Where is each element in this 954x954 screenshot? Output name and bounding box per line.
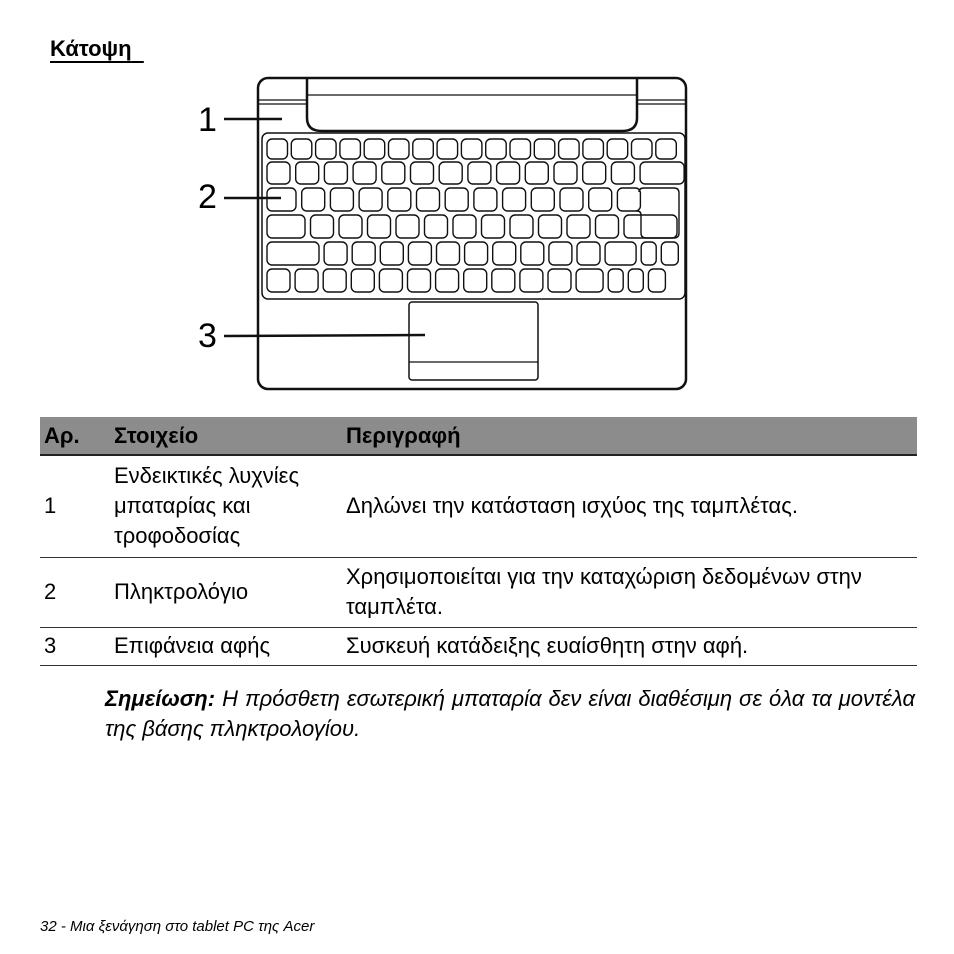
- table-row: [40, 455, 917, 557]
- keyboard-key: [267, 242, 319, 265]
- keyboard-key: [525, 162, 548, 184]
- keyboard-key: [411, 162, 434, 184]
- keyboard-key: [330, 188, 353, 211]
- keyboard-key: [340, 139, 361, 159]
- keyboard-key: [560, 188, 583, 211]
- keyboard-key: [353, 162, 376, 184]
- keyboard-key: [445, 188, 468, 211]
- callout-1: 1: [198, 101, 217, 139]
- keyboard-key: [583, 162, 606, 184]
- note-text: Η πρόσθετη εσωτερική μπαταρία δεν είναι διαθέσιμη σε όλα τα μοντέλα της βάσης πληκτρολογίου.: [105, 686, 915, 741]
- row-item: Ενδεικτικές λυχνίες μπαταρίας και τροφοδοσίας: [110, 455, 342, 557]
- keyboard-key: [302, 188, 325, 211]
- keyboard-key: [559, 139, 580, 159]
- keyboard-key: [359, 188, 382, 211]
- keyboard-key: [464, 269, 487, 292]
- callout-2: 2: [198, 178, 217, 216]
- keyboard-key: [628, 269, 643, 292]
- keyboard-key: [389, 139, 410, 159]
- row-item: Πληκτρολόγιο: [110, 557, 342, 627]
- table-row: [40, 557, 917, 627]
- keyboard-key: [656, 139, 677, 159]
- keyboard-key: [632, 139, 653, 159]
- keyboard-key: [607, 139, 628, 159]
- keyboard-key: [311, 215, 334, 238]
- row-number: 3: [40, 627, 110, 665]
- keyboard-key: [640, 162, 684, 184]
- keyboard-key: [608, 269, 623, 292]
- keyboard-key: [396, 215, 419, 238]
- keyboard-key: [461, 139, 482, 159]
- keyboard-key: [474, 188, 497, 211]
- keyboard-key: [503, 188, 526, 211]
- keyboard-key: [437, 139, 458, 159]
- keyboard-key: [267, 269, 290, 292]
- keyboard-key: [486, 139, 507, 159]
- callout-3: 3: [198, 317, 217, 355]
- keyboard-key: [497, 162, 520, 184]
- page-footer: 32 - Μια ξενάγηση στο tablet PC της Acer: [40, 918, 315, 935]
- keyboard-key: [605, 242, 636, 265]
- keyboard-key: [520, 269, 543, 292]
- keyboard-key: [267, 162, 290, 184]
- leader-line-3: [224, 335, 425, 336]
- keyboard-key: [296, 162, 319, 184]
- keyboard-key: [324, 162, 347, 184]
- dock-outline: [258, 78, 686, 389]
- row-number: 1: [40, 455, 110, 557]
- keyboard-key: [617, 188, 640, 211]
- note-label: Σημείωση:: [105, 686, 216, 711]
- row-description: Συσκευή κατάδειξης ευαίσθητη στην αφή.: [342, 627, 917, 665]
- keyboard-key: [379, 269, 402, 292]
- keyboard-key: [534, 139, 555, 159]
- keyboard-key: [413, 139, 434, 159]
- table-header-row: [40, 417, 917, 455]
- keyboard-key: [368, 215, 391, 238]
- keyboard-key: [468, 162, 491, 184]
- keyboard-key: [436, 269, 459, 292]
- keyboard-key: [324, 242, 347, 265]
- keyboard-key: [316, 139, 337, 159]
- touchpad: [409, 302, 538, 380]
- keyboard-key: [380, 242, 403, 265]
- keyboard-key: [425, 215, 448, 238]
- keyboard-key: [453, 215, 476, 238]
- keyboard-key: [531, 188, 554, 211]
- keyboard-key: [510, 139, 531, 159]
- keyboard-key: [437, 242, 460, 265]
- keyboard-key: [492, 269, 515, 292]
- header-number: Αρ.: [40, 417, 110, 455]
- header-item: Στοιχείο: [110, 417, 342, 455]
- table-row: [40, 627, 917, 665]
- keyboard-dock-top-view-diagram: [190, 70, 700, 400]
- keyboard-key: [417, 188, 440, 211]
- hinge: [307, 79, 637, 131]
- keyboard-key: [583, 139, 604, 159]
- keyboard-key: [510, 215, 533, 238]
- keyboard-key: [382, 162, 405, 184]
- row-description: Δηλώνει την κατάσταση ισχύος της ταμπλέτας.: [342, 455, 917, 557]
- keyboard-key: [549, 242, 572, 265]
- row-number: 2: [40, 557, 110, 627]
- keyboard-key: [364, 139, 385, 159]
- keyboard-key: [352, 242, 375, 265]
- enter-key: [636, 188, 679, 238]
- components-table: [40, 417, 917, 666]
- row-description: Χρησιμοποιείται για την καταχώριση δεδομένων στην ταμπλέτα.: [342, 557, 917, 627]
- keyboard-key: [596, 215, 619, 238]
- note: [105, 684, 915, 744]
- keyboard-key: [567, 215, 590, 238]
- header-description: Περιγραφή: [342, 417, 917, 455]
- keyboard-key: [388, 188, 411, 211]
- keyboard-key: [267, 215, 305, 238]
- keyboard-key: [548, 269, 571, 292]
- keyboard-key: [539, 215, 562, 238]
- keyboard-key: [267, 188, 296, 211]
- keyboard-key: [291, 139, 312, 159]
- keyboard-key: [661, 242, 678, 265]
- keyboard-key: [465, 242, 488, 265]
- keyboard-key: [554, 162, 577, 184]
- keyboard-key: [267, 139, 288, 159]
- keyboard-key: [295, 269, 318, 292]
- keyboard-key: [521, 242, 544, 265]
- keyboard-key: [323, 269, 346, 292]
- section-title: Κάτοψη: [50, 36, 132, 61]
- keyboard-key: [493, 242, 516, 265]
- keyboard-key: [576, 269, 603, 292]
- keyboard-key: [482, 215, 505, 238]
- keyboard-key: [641, 242, 656, 265]
- keyboard-key: [589, 188, 612, 211]
- keyboard-key: [351, 269, 374, 292]
- keyboard-key: [611, 162, 634, 184]
- row-item: Επιφάνεια αφής: [110, 627, 342, 665]
- keyboard-key: [408, 242, 431, 265]
- keyboard-key: [577, 242, 600, 265]
- keyboard-key: [408, 269, 431, 292]
- keyboard-key: [648, 269, 665, 292]
- keyboard-key: [624, 215, 677, 238]
- keyboard-key: [339, 215, 362, 238]
- keyboard-key: [439, 162, 462, 184]
